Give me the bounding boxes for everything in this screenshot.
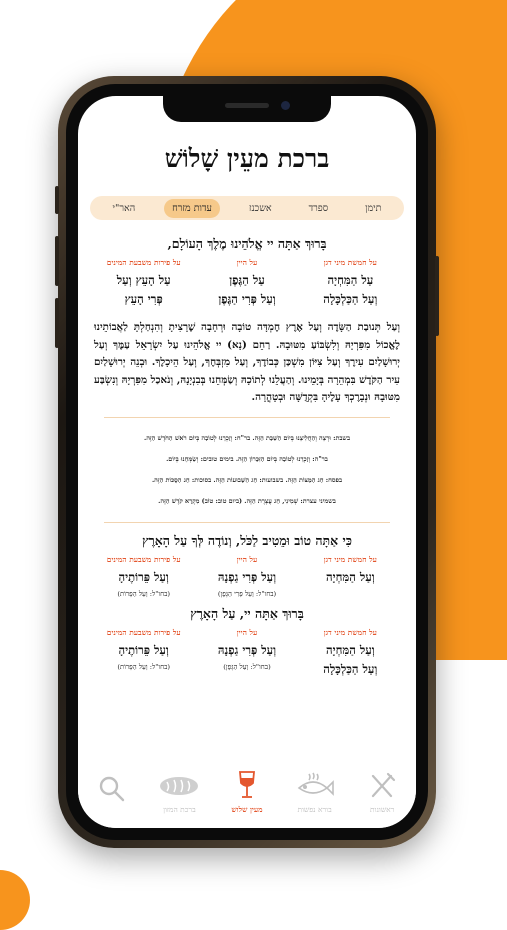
nav-rishonot[interactable] [353, 767, 411, 814]
column-fruits [92, 258, 195, 309]
column-line: עַל הַמִּחְיָה [327, 273, 374, 287]
column-line: עַל הָעֵץ וְעַל [116, 273, 171, 287]
column-line: וְעַל הַכַּלְכָּלָה [323, 661, 378, 676]
column-wine [195, 258, 298, 309]
column-heading: על פירות משבעת המינים [106, 627, 181, 637]
column-fruits [92, 555, 195, 598]
tab-teiman[interactable]: תימן [365, 202, 382, 214]
column-line: וְעַל פֵּרוֹתֶיהָ [118, 642, 169, 657]
fish-icon [295, 767, 335, 803]
tab-edot-mizrach[interactable]: עדות מזרח [164, 199, 220, 218]
column-heading: על פירות משבעת המינים [106, 554, 181, 564]
page-title: ברכת מעֵין שָׁלוֹשׁ [164, 144, 330, 173]
seasonal-line: בפסח: חַג הַמַּצּוֹת הַזֶּה. בשבועות: חַג הַשָּׁבוּעוֹת הַזֶּה. בסוכות: חַג הַסֻּכּוֹת הַזֶּה. [151, 475, 343, 484]
column-heading: על היין [236, 627, 258, 637]
tab-ashkenaz[interactable]: אשכנז [248, 202, 272, 214]
nav-label: ברכת המזון [163, 804, 196, 814]
column-line: וְעַל פְּרִי הַגֶּפֶן [218, 292, 276, 306]
column-note: (בחו"ל: וְעַל הַפֵּרוֹת) [117, 589, 171, 598]
tab-sefard[interactable]: ספרד [308, 202, 329, 214]
column-line: וְעַל הַכַּלְכָּלָה [323, 292, 378, 306]
column-line: עַל הַגֶּפֶן [229, 273, 265, 287]
thanks-heading: כִּי אַתָּה טוֹב וּמֵטִיב לַכֹּל, וְנוֹדֶה לְּךָ עַל הָאָרֶץ [142, 532, 352, 548]
divider [104, 417, 390, 418]
column-heading: על היין [236, 554, 258, 564]
column-note: (בחו"ל: וְעַל הַפֵּרוֹת) [117, 662, 171, 671]
nav-search[interactable] [83, 771, 141, 809]
seasonal-line: בשבת: וּרְצֵה וְהַחֲלִיצֵנוּ בְּיוֹם הַשַּׁבָּת הַזֶּה. בר"ח: וְזָכְרֵנוּ לְטוֹבָה בְּיוֹם רֹאשׁ הַחֹדֶשׁ הַזֶּה. [143, 433, 351, 442]
silent-switch [55, 186, 59, 214]
volume-up-button [55, 236, 59, 286]
search-icon [97, 771, 127, 807]
nav-mein-shalosh[interactable] [218, 767, 276, 814]
nav-label: ראשונות [369, 804, 395, 814]
bread-icon [157, 767, 201, 803]
tab-arizal[interactable]: האר"י [112, 202, 136, 214]
volume-down-button [55, 298, 59, 348]
column-grains [299, 628, 402, 679]
column-heading: על חמשת מיני דגן [323, 258, 377, 267]
column-fruits [92, 628, 195, 679]
section1-columns [88, 258, 406, 309]
column-wine [195, 555, 298, 598]
nav-label: מעין שלוש [231, 804, 263, 814]
column-heading: על חמשת מיני דגן [323, 554, 377, 564]
nusach-tabs [90, 196, 404, 220]
nav-borei-nefashot[interactable] [286, 767, 344, 814]
column-heading: על חמשת מיני דגן [323, 627, 377, 637]
app-screen [78, 96, 416, 828]
column-wine [195, 628, 298, 679]
power-button [435, 256, 439, 336]
column-grains [299, 555, 402, 598]
bottom-nav [78, 758, 416, 828]
section2-columns [88, 555, 406, 598]
column-grains [299, 258, 402, 309]
column-heading: על פירות משבעת המינים [106, 258, 181, 267]
column-line: וְעַל הַמִּחְיָה [325, 569, 375, 584]
column-line: פְּרִי הָעֵץ [124, 292, 163, 306]
column-line: וְעַל הַמִּחְיָה [325, 642, 375, 657]
fork-knife-icon [367, 767, 397, 803]
column-note: (בחו"ל: וְעַל פְּרִי הַגָּפֶן) [217, 589, 277, 598]
section3-columns [88, 628, 406, 679]
divider [104, 522, 390, 523]
column-line: וְעַל פְּרִי גַפְנָהּ [217, 642, 277, 657]
column-line: וְעַל פְּרִי גַפְנָהּ [217, 569, 277, 584]
opening-blessing: בָּרוּךְ אַתָּה יי אֱלֹהֵינוּ מֶלֶךְ הָעוֹלָם, [167, 236, 327, 251]
closing-heading: בָּרוּךְ אַתָּה יי, עַל הָאָרֶץ [190, 605, 304, 621]
seasonal-line: בשמיני עצרת: שְׁמִינִי, חַג עֲצֶרֶת הַזֶּה. (ביום טוב: טוֹב) מִקְרָא קֹדֶשׁ הַזֶּה. [158, 496, 336, 505]
seasonal-insertions [88, 428, 406, 512]
seasonal-line: בר"ה: וְזָכְרֵנוּ לְטוֹבָה בְּיוֹם הַזִּכָּרוֹן הַזֶּה. בימים טובים: וְשַׂמְּחֵנוּ בְּיוֹם. [166, 454, 328, 463]
blessing-text [88, 228, 406, 679]
phone-frame [58, 76, 436, 848]
notch [163, 96, 331, 122]
main-paragraph: וְעַל תְּנוּבַת הַשָּׂדֶה וְעַל אֶרֶץ חֶמְדָּה טוֹבָה וּרְחָבָה שֶׁרָצִיתָ וְהִנְחַלְתָּ לַאֲבוֹתֵינוּ לֶאֱכוֹל מִפִּרְיָהּ וְלִשְׂבּוֹעַ מִטּוּבָהּ. רַחֵם (נָא) יי אֱלֹהֵינוּ עַל יִשְׂרָאֵל עַמֶּךָ וְעַל יְרוּשָׁלַיִם עִירֶךָ וְעַל צִיּוֹן מִשְׁכַּן כְּבוֹדֶךָ, וְעַל מִזְבְּחֶךָ, וְעַל הֵיכָלֶךָ. וּבְנֵה יְרוּשָׁלַיִם עִיר הַקֹּדֶשׁ בִּמְהֵרָה בְּיָמֵינוּ. וְהַעֲלֵנוּ לְתוֹכָהּ וְשַׂמְּחֵנוּ בְּבִנְיָנָהּ, וְנֹאכַל מִפִּרְיָהּ וְנִשְׂבַּע מִטּוּבָהּ וּנְבָרֶכְךָ עָלֶיהָ בִּקְדֻשָּׁה וּבְטָהֳרָה. [94, 321, 400, 403]
background-corner-shape [0, 870, 30, 930]
nav-label: בורא נפשות [297, 804, 332, 814]
column-heading: על היין [236, 258, 258, 267]
column-note: (בחו"ל: וְעַל הַגָּפֶן) [223, 662, 271, 671]
column-line: וְעַל פֵּרוֹתֶיהָ [118, 569, 169, 584]
wine-glass-icon [234, 767, 260, 803]
nav-birkat-hamazon[interactable] [150, 767, 208, 814]
